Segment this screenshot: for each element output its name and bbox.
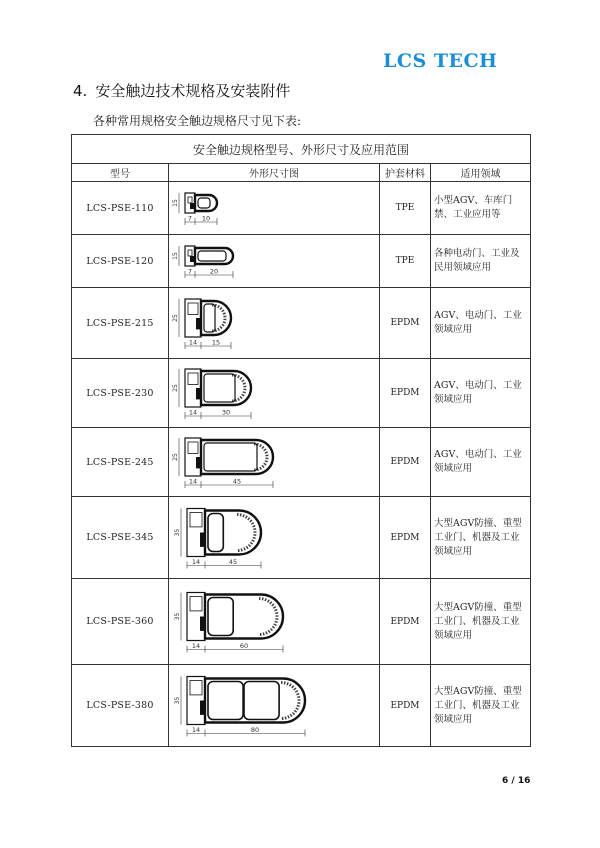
col-header-model: 型号 [72,164,169,182]
profile-drawing [172,299,231,349]
dim-height-label: 35 [174,528,181,537]
dim-a-label: 7 [187,214,193,223]
dim-b-label: 80 [250,726,260,734]
profile-svg [169,497,379,578]
dim-b-label: 45 [232,477,242,486]
profile-drawing [172,246,233,278]
material-cell: TPE [380,235,431,288]
intro-text: 各种常用规格安全触边规格尺寸见下表: [93,114,302,128]
application-cell: 大型AGV防撞、重型工业门、机器及工业领域应用 [431,665,531,747]
model-cell: LCS-PSE-110 [72,182,169,235]
table-row [72,497,531,579]
table-row [72,359,531,428]
application-cell: 大型AGV防撞、重型工业门、机器及工业领域应用 [431,497,531,579]
dim-height-label: 35 [174,696,181,705]
dim-b-label: 15 [211,338,221,347]
model-cell: LCS-PSE-215 [72,288,169,359]
material-cell: EPDM [380,359,431,428]
dim-height-label: 25 [172,314,179,322]
section-heading [73,80,290,101]
application-cell: AGV、电动门、工业领域应用 [431,288,531,359]
application-cell: AGV、电动门、工业领域应用 [431,428,531,497]
profile-svg [169,182,379,234]
profile-svg [169,428,379,496]
profile-drawing [172,438,273,488]
page-number: 6 / 16 [502,776,531,786]
profile-drawing [172,193,217,225]
col-header-application: 适用领域 [431,164,531,182]
material-cell: EPDM [380,288,431,359]
dim-b-label: 10 [201,214,211,223]
application-cell: 大型AGV防撞、重型工业门、机器及工业领域应用 [431,579,531,665]
dim-a-label: 14 [191,642,201,650]
profile-svg [169,665,379,746]
application-cell: AGV、电动门、工业领域应用 [431,359,531,428]
table-body [72,182,531,747]
profile-svg [169,579,379,664]
dim-height-label: 15 [172,252,179,260]
profile-drawing [174,509,261,569]
dim-height-label: 25 [172,453,179,461]
material-cell: EPDM [380,665,431,747]
model-cell: LCS-PSE-245 [72,428,169,497]
profile-drawing [172,369,251,419]
material-cell: EPDM [380,497,431,579]
drawing-cell [169,497,380,579]
dim-height-label: 25 [172,384,179,392]
dim-a-label: 14 [191,726,201,734]
dim-b-label: 20 [209,267,219,276]
material-cell: EPDM [380,428,431,497]
model-cell: LCS-PSE-380 [72,665,169,747]
table-row [72,579,531,665]
dim-a-label: 14 [191,558,201,566]
dim-b-label: 45 [228,558,238,566]
table-row [72,665,531,747]
company-logo: LCS TECH [383,50,498,72]
model-cell: LCS-PSE-120 [72,235,169,288]
drawing-cell [169,579,380,665]
profile-svg [169,235,379,287]
material-cell: TPE [380,182,431,235]
dim-height-label: 15 [172,199,179,207]
drawing-cell [169,288,380,359]
dim-height-label: 35 [174,612,181,621]
table-row [72,288,531,359]
dim-a-label: 7 [187,267,193,276]
dim-b-label: 60 [239,642,249,650]
dim-a-label: 14 [188,338,198,347]
dim-b-label: 30 [221,408,231,417]
col-header-material: 护套材料 [380,164,431,182]
material-cell: EPDM [380,579,431,665]
drawing-cell [169,182,380,235]
drawing-cell [169,665,380,747]
table-row [72,428,531,497]
dim-a-label: 14 [188,477,198,486]
table-title: 安全触边规格型号、外形尺寸及应用范围 [72,135,531,164]
drawing-cell [169,359,380,428]
section-number: 4. [73,82,88,100]
table-row [72,182,531,235]
dim-a-label: 14 [188,408,198,417]
drawing-cell [169,235,380,288]
drawing-cell [169,428,380,497]
profile-drawing [174,593,283,653]
col-header-drawing: 外形尺寸图 [169,164,380,182]
spec-table [71,134,531,747]
application-cell: 小型AGV、车库门禁、工业应用等 [431,182,531,235]
model-cell: LCS-PSE-345 [72,497,169,579]
profile-svg [169,288,379,358]
profile-drawing [174,677,305,737]
model-cell: LCS-PSE-230 [72,359,169,428]
table-row [72,235,531,288]
application-cell: 各种电动门、工业及民用领域应用 [431,235,531,288]
section-title: 安全触边技术规格及安装附件 [95,82,291,100]
profile-svg [169,359,379,427]
model-cell: LCS-PSE-360 [72,579,169,665]
